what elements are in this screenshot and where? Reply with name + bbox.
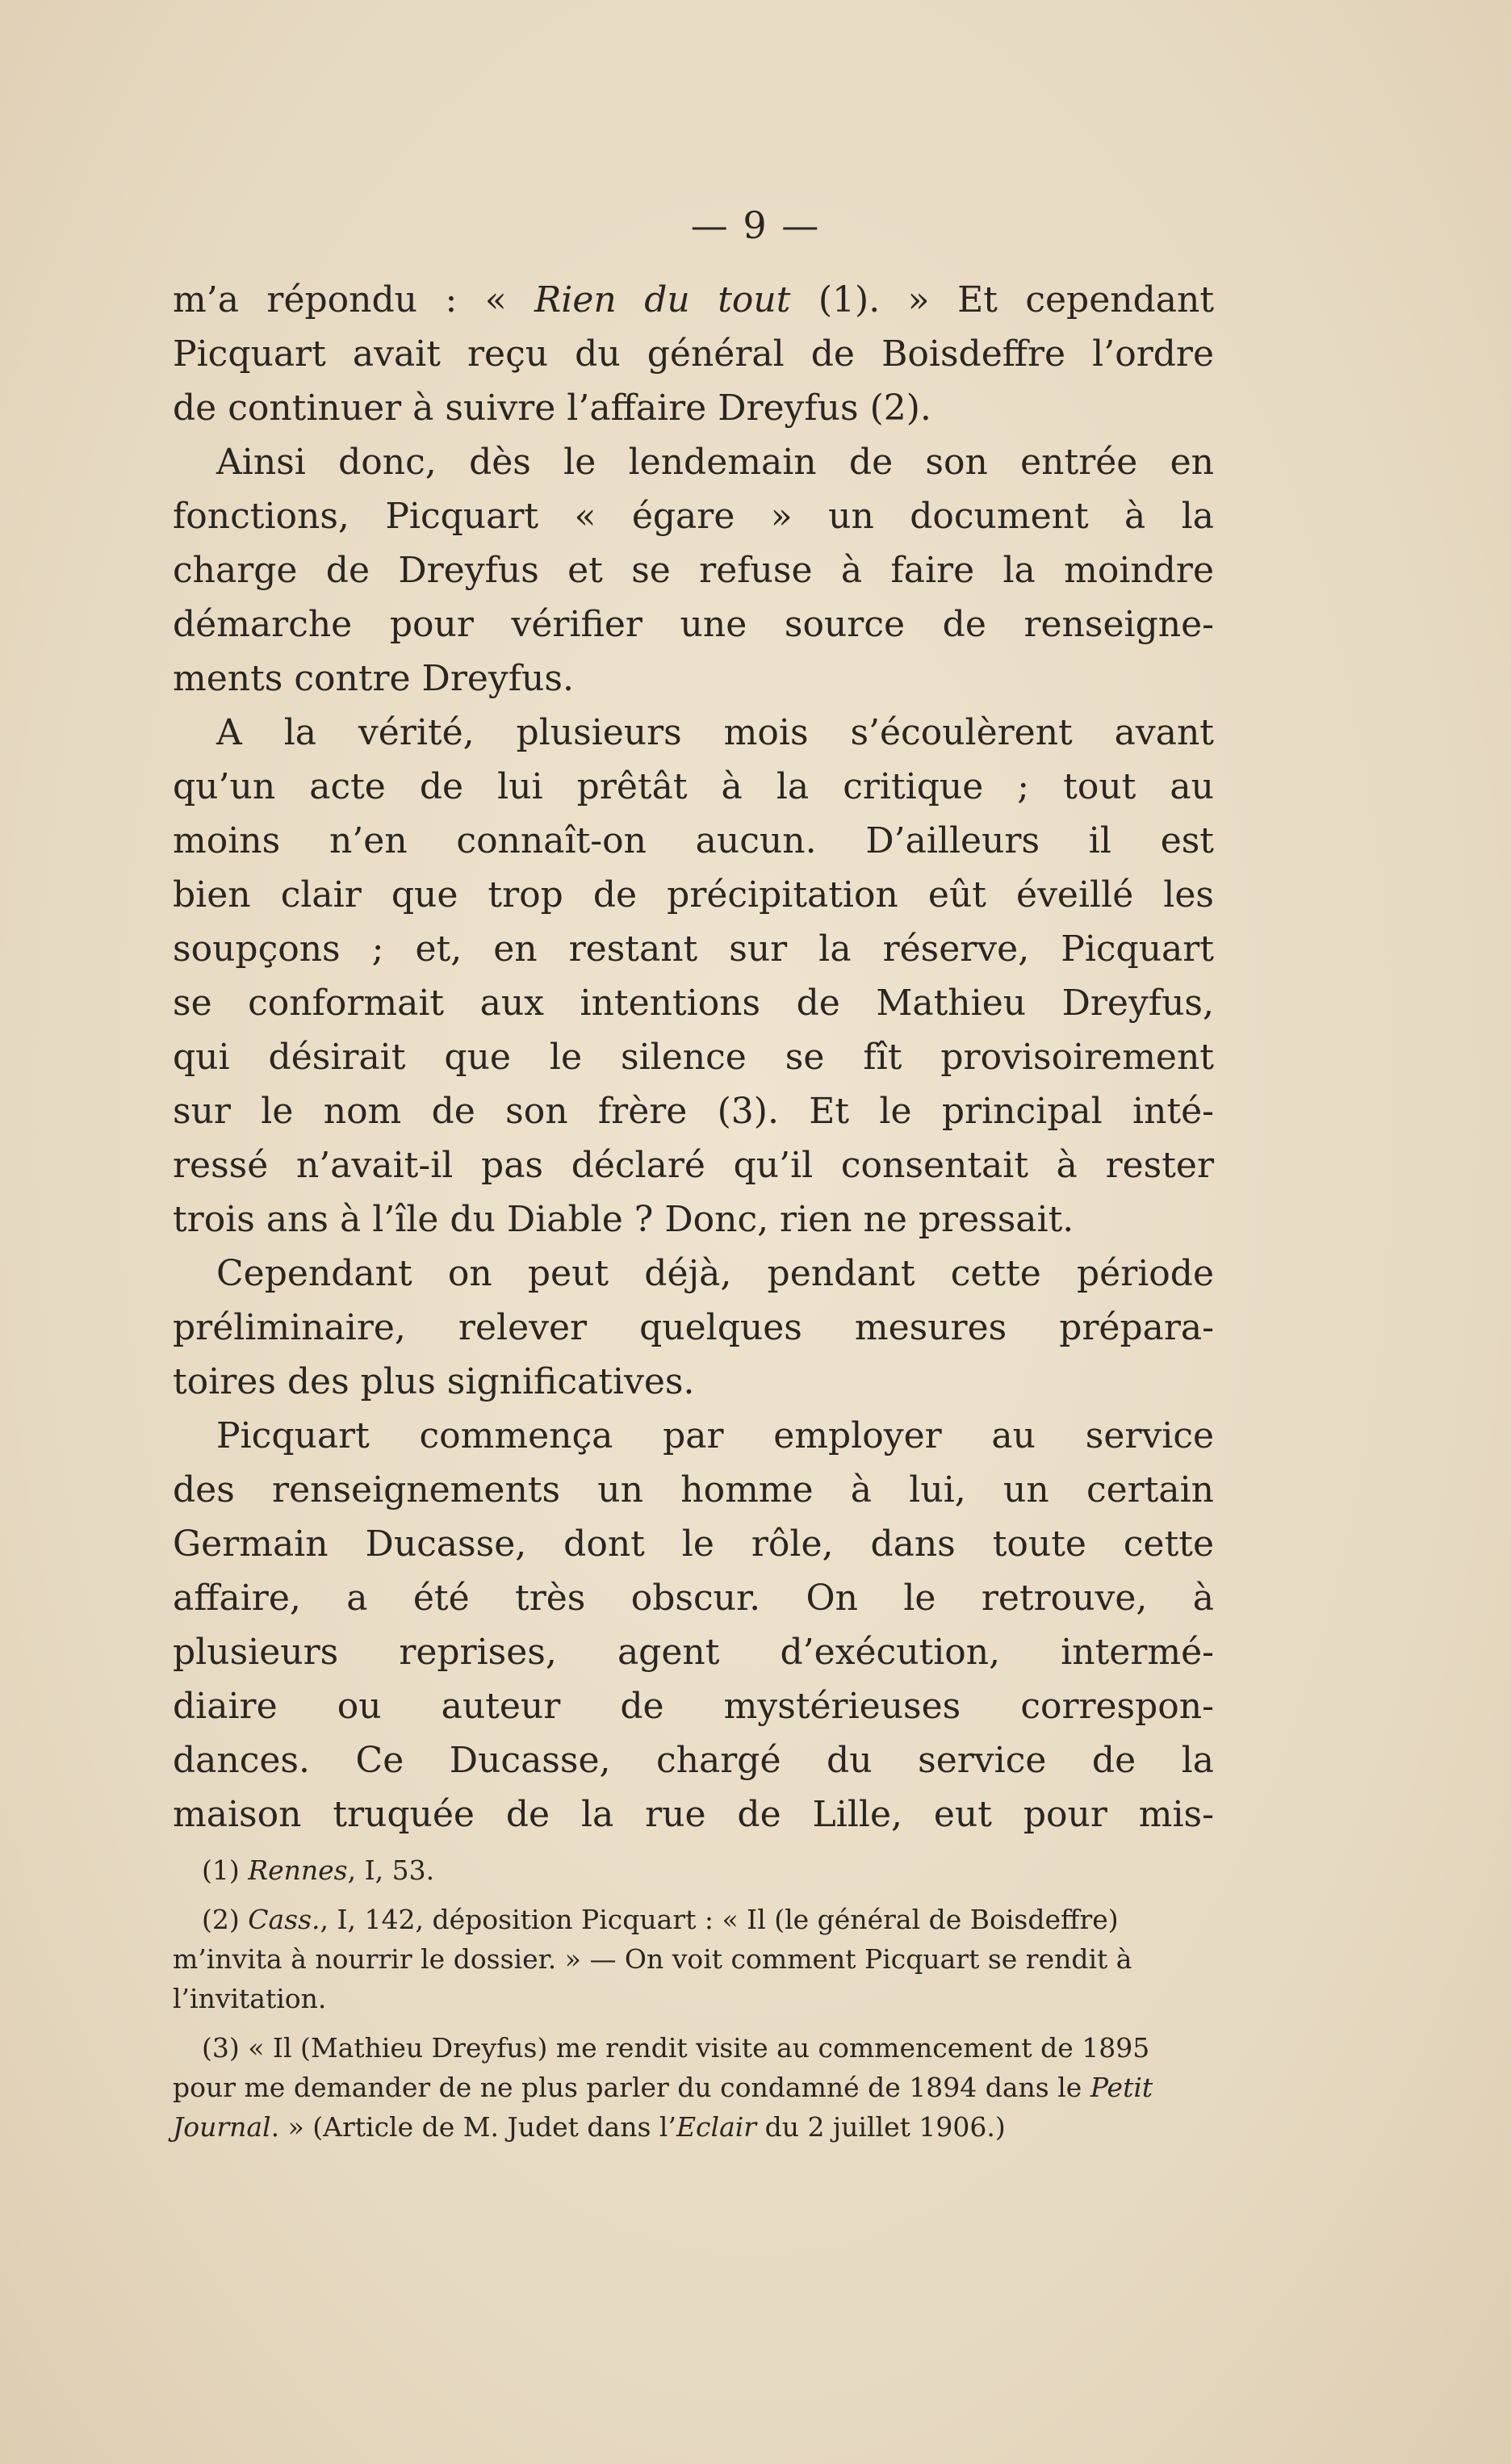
text-line: dances. Ce Ducasse, chargé du service de la <box>173 1740 1214 1781</box>
footnote-2: (2) Cass., I, 142, déposition Picquart : « Il (le général de Boisdeffre) m’invita à nourrir le dossier. » — On voit comment Picquart se rendit à l’invitation. <box>173 1904 1132 2014</box>
text-line: préliminaire, relever quelques mesures prépara- <box>173 1307 1214 1348</box>
text-line: ressé n’avait-il pas déclaré qu’il consentait à rester <box>173 1145 1214 1186</box>
text-line: des renseignements un homme à lui, un certain <box>173 1469 1214 1511</box>
text-line: charge de Dreyfus et se refuse à faire la moindre <box>173 550 1214 591</box>
text-line: se conformait aux intentions de Mathieu Dreyfus, <box>173 983 1214 1024</box>
text-line: diaire ou auteur de mystérieuses correspon- <box>173 1686 1214 1727</box>
footnote-3: (3) « Il (Mathieu Dreyfus) me rendit visite au commencement de 1895 pour me demander de ne plus parler du condamné de 1894 dans le Petit Journal. » (Article de M. Judet dans l’Eclair du 2 juillet 1906.) <box>173 2032 1153 2143</box>
text-line: Ainsi donc, dès le lendemain de son entrée en <box>216 442 1214 483</box>
text-line: trois ans à l’île du Diable ? Donc, rien ne pressait. <box>173 1199 1074 1240</box>
text-line: Germain Ducasse, dont le rôle, dans toute cette <box>173 1523 1214 1565</box>
footnotes <box>173 1850 1214 2156</box>
text-line: de continuer à suivre l’affaire Dreyfus (2). <box>173 388 931 429</box>
text-line: m’a répondu : « Rien du tout (1). » Et cependant <box>173 279 1214 321</box>
text-line: sur le nom de son frère (3). Et le principal inté- <box>173 1091 1214 1132</box>
page-number: — 9 — <box>690 203 821 247</box>
text-line: moins n’en connaît-on aucun. D’ailleurs il est <box>173 820 1214 861</box>
text-line: A la vérité, plusieurs mois s’écoulèrent avant <box>216 712 1214 753</box>
text-line: Picquart avait reçu du général de Boisdeffre l’ordre <box>173 333 1214 375</box>
text-line: plusieurs reprises, agent d’exécution, intermé- <box>173 1632 1214 1673</box>
text-line: Cependant on peut déjà, pendant cette période <box>216 1253 1214 1294</box>
text-line: toires des plus significatives. <box>173 1361 695 1402</box>
text-line: affaire, a été très obscur. On le retrouve, à <box>173 1578 1214 1619</box>
text-line: bien clair que trop de précipitation eût éveillé les <box>173 874 1214 916</box>
text-line: soupçons ; et, en restant sur la réserve, Picquart <box>173 928 1214 970</box>
text-line: fonctions, Picquart « égare » un document à la <box>173 496 1214 537</box>
text-line: qui désirait que le silence se fît provisoirement <box>173 1037 1214 1078</box>
text-line: maison truquée de la rue de Lille, eut pour mis- <box>173 1794 1214 1835</box>
text-line: qu’un acte de lui prêtât à la critique ; tout au <box>173 766 1214 807</box>
body-text <box>173 273 1214 1842</box>
text-line: démarche pour vérifier une source de renseigne- <box>173 604 1214 645</box>
text-line: Picquart commença par employer au service <box>216 1415 1214 1456</box>
footnote-1: (1) Rennes, I, 53. <box>202 1854 435 1886</box>
text-line: ments contre Dreyfus. <box>173 658 574 699</box>
